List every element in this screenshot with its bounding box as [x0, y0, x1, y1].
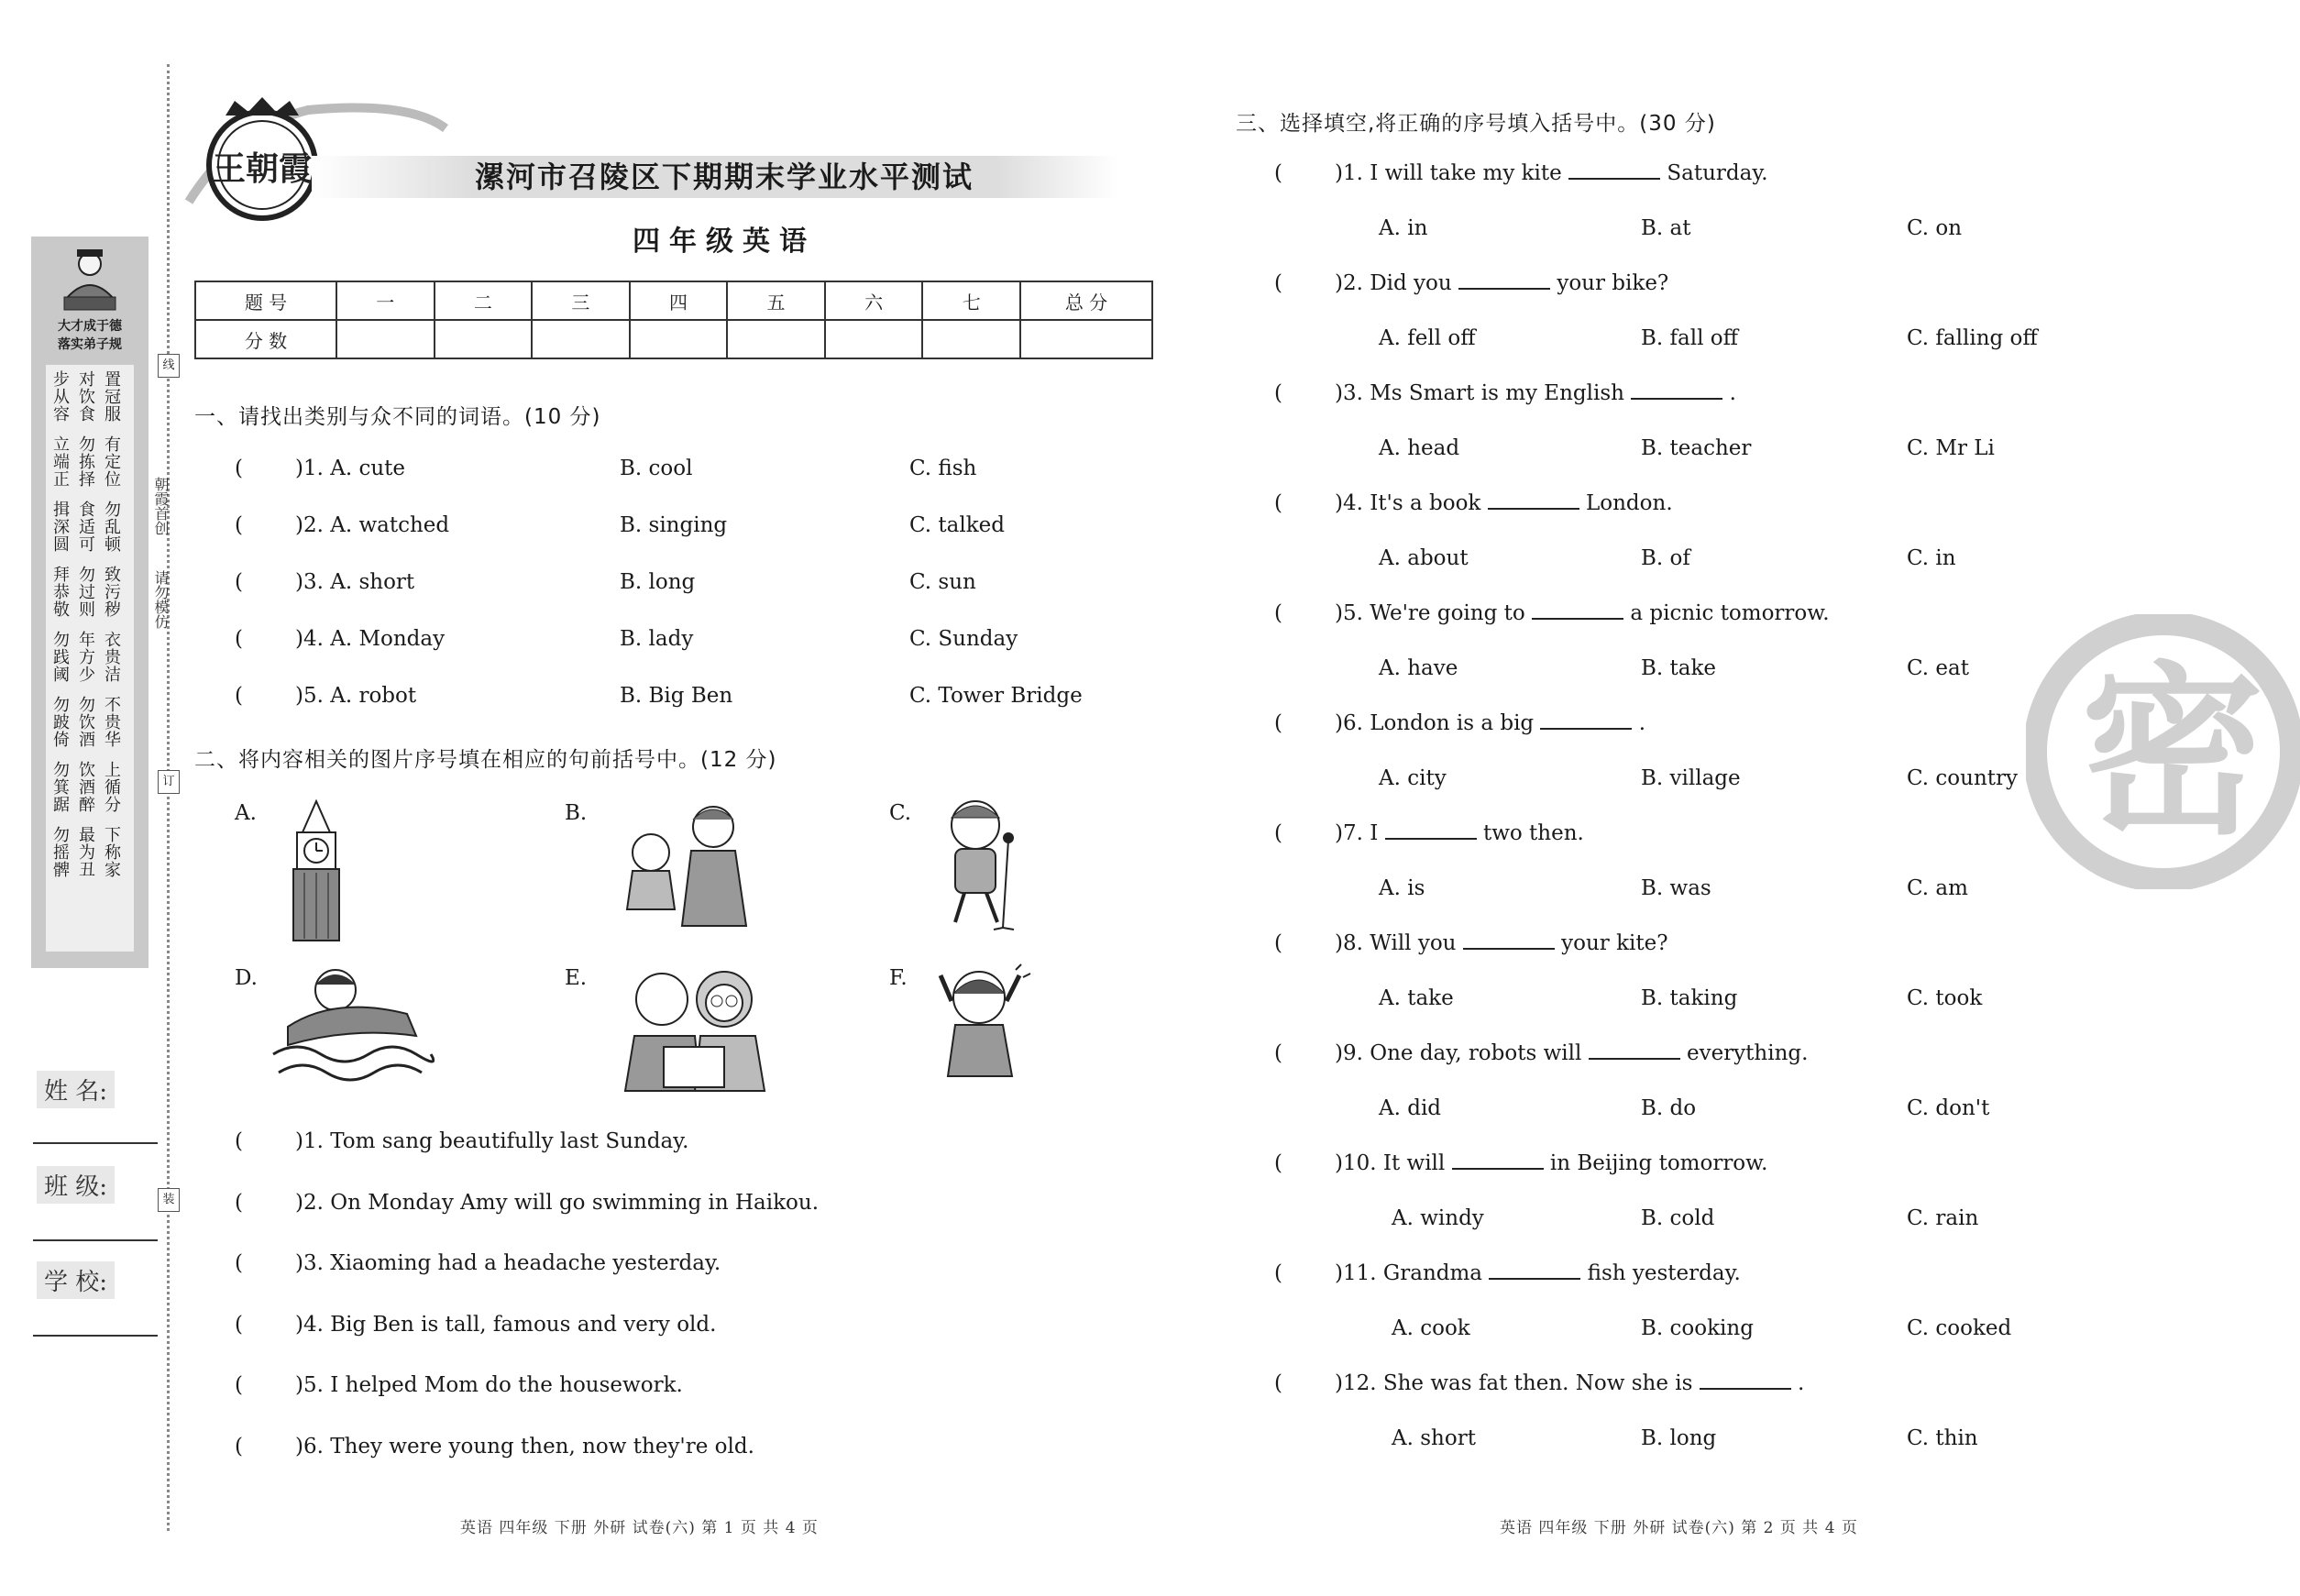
answer-blank: [1489, 1261, 1580, 1280]
score-cell: 五: [727, 281, 825, 320]
motto-group: [50, 696, 121, 748]
score-cell: 一: [336, 281, 435, 320]
mother-daughter-icon: [612, 799, 777, 930]
option-c: C. falling off: [1907, 326, 2038, 350]
answer-bracket[interactable]: (: [1274, 271, 1282, 295]
answer-bracket[interactable]: (: [235, 684, 243, 708]
question-option-c: C. talked: [909, 513, 1005, 537]
question-option-a: )4. A. Monday: [295, 627, 446, 651]
motto-column: 勿饮酒: [76, 696, 95, 748]
answer-bracket[interactable]: (: [235, 1434, 243, 1458]
motto-column: 年方少: [76, 631, 95, 683]
motto-column: 最为丑: [76, 826, 95, 878]
motto-group: [50, 501, 121, 553]
answer-blank: [1631, 381, 1722, 400]
question-option-c: C. Tower Bridge: [909, 684, 1083, 708]
answer-blank: [1589, 1041, 1680, 1060]
scholar-icon: [59, 244, 121, 315]
binding-mark-3: 装: [158, 1188, 180, 1212]
answer-bracket[interactable]: (: [1274, 1151, 1282, 1175]
motto-column: 不贵华: [102, 696, 121, 748]
answer-blank: [1488, 491, 1579, 510]
sentence: )6. They were young then, now they're old.: [295, 1434, 754, 1458]
question-text: )3. Ms Smart is my English: [1335, 381, 1624, 405]
score-cell: 七: [922, 281, 1020, 320]
question-text-end: in Beijing tomorrow.: [1549, 1151, 1768, 1175]
answer-bracket[interactable]: (: [1274, 931, 1282, 955]
name-field[interactable]: [33, 1142, 158, 1144]
motto-column: 食适可: [76, 501, 95, 553]
option-c: C. rain: [1907, 1206, 1979, 1230]
score-table-header: [195, 281, 1152, 320]
question-text-end: .: [1729, 381, 1736, 405]
question-option-b: B. cool: [620, 457, 693, 480]
motto-column: 揖深圆: [50, 501, 70, 553]
question-text: )10. It will: [1335, 1151, 1446, 1175]
motto-column: 勿箕踞: [50, 761, 70, 813]
motto-column: 有定位: [102, 435, 121, 488]
score-cell: 二: [435, 281, 533, 320]
binding-mark-1: 线: [158, 354, 180, 378]
answer-bracket[interactable]: (: [235, 457, 243, 480]
motto-column: 勿拣择: [76, 435, 95, 488]
option-b: B. village: [1641, 766, 1741, 790]
motto-strip: [31, 237, 149, 968]
pic-label-f: F.: [889, 966, 908, 990]
old-couple-icon: [612, 963, 777, 1093]
answer-bracket[interactable]: (: [235, 1251, 243, 1275]
motto-line-1: 大才成于德: [58, 319, 122, 334]
question-stem: [1335, 601, 1830, 625]
sentence: )1. Tom sang beautifully last Sunday.: [295, 1129, 689, 1153]
answer-bracket[interactable]: (: [1274, 161, 1282, 185]
sentence: )3. Xiaoming had a headache yesterday.: [295, 1251, 721, 1275]
motto-column: 勿过则: [76, 566, 95, 618]
footer-right: 英语 四年级 下册 外研 试卷(六) 第 2 页 共 4 页: [1500, 1519, 1858, 1537]
question-option-a: )5. A. robot: [295, 684, 417, 708]
question-text: )11. Grandma: [1335, 1261, 1482, 1285]
seal-char: 密: [2080, 646, 2265, 860]
motto-group: [50, 761, 121, 813]
option-c: C. country: [1907, 766, 2018, 790]
score-input[interactable]: [630, 320, 728, 358]
option-c: C. eat: [1907, 656, 1969, 680]
question-stem: [1335, 271, 1668, 295]
score-input[interactable]: [727, 320, 825, 358]
binding-line: [167, 64, 170, 1531]
question-text: )9. One day, robots will: [1335, 1041, 1582, 1065]
answer-blank: [1458, 271, 1550, 290]
motto-column: 下称家: [102, 826, 121, 878]
question-text-end: Saturday.: [1667, 161, 1768, 185]
option-b: B. teacher: [1641, 436, 1752, 460]
motto-group: [50, 435, 121, 488]
question-option-c: C. Sunday: [909, 627, 1018, 651]
motto-column: 拜恭敬: [50, 566, 70, 618]
question-text-end: everything.: [1686, 1041, 1809, 1065]
option-a: A. about: [1379, 546, 1469, 570]
pic-label-a: A.: [235, 801, 257, 825]
answer-bracket[interactable]: (: [1274, 711, 1282, 735]
sentence: )2. On Monday Amy will go swimming in Haikou.: [295, 1190, 820, 1215]
question-stem: [1335, 491, 1673, 515]
answer-blank: [1452, 1151, 1544, 1170]
answer-bracket[interactable]: (: [1274, 601, 1282, 625]
option-a: A. windy: [1392, 1206, 1484, 1230]
option-c: C. don't: [1907, 1096, 1990, 1120]
question-option-a: )1. A. cute: [295, 457, 406, 480]
class-label: 班 级:: [37, 1166, 115, 1204]
big-ben-icon: [284, 799, 348, 942]
question-stem: [1335, 1151, 1767, 1175]
option-a: A. in: [1379, 216, 1428, 240]
logo-text: 王朝霞: [212, 149, 313, 188]
pic-label-d: D.: [235, 966, 258, 990]
option-b: B. taking: [1641, 986, 1738, 1010]
question-text-end: your kite?: [1561, 931, 1668, 955]
option-a: A. short: [1392, 1426, 1476, 1450]
score-input[interactable]: [922, 320, 1020, 358]
answer-bracket[interactable]: (: [1274, 1041, 1282, 1065]
question-text-end: London.: [1586, 491, 1673, 515]
singing-boy-icon: [930, 794, 1036, 931]
swimming-icon: [270, 963, 435, 1091]
question-stem: [1335, 1261, 1741, 1285]
sentence: )5. I helped Mom do the housework.: [295, 1373, 683, 1397]
score-input[interactable]: [825, 320, 923, 358]
question-option-b: B. lady: [620, 627, 694, 651]
question-text-end: your bike?: [1557, 271, 1669, 295]
question-text: )12. She was fat then. Now she is: [1335, 1371, 1693, 1395]
option-c: C. thin: [1907, 1426, 1978, 1450]
answer-bracket[interactable]: (: [235, 1312, 243, 1337]
question-text: )6. London is a big: [1335, 711, 1535, 735]
motto-column: 立端正: [50, 435, 70, 488]
motto-column: 对饮食: [76, 370, 95, 423]
score-cell: 题 号: [195, 281, 336, 320]
sentence: )4. Big Ben is tall, famous and very old.: [295, 1312, 717, 1337]
option-a: A. head: [1379, 436, 1460, 460]
motto-column: 勿摇髀: [50, 826, 70, 878]
school-label: 学 校:: [37, 1261, 115, 1299]
score-input[interactable]: [1020, 320, 1152, 358]
question-stem: [1335, 161, 1768, 185]
answer-blank: [1463, 931, 1555, 950]
option-b: B. of: [1641, 546, 1690, 570]
question-text: )7. I: [1335, 821, 1379, 845]
answer-bracket[interactable]: (: [235, 1373, 243, 1397]
headache-boy-icon: [928, 957, 1034, 1082]
option-b: B. long: [1641, 1426, 1717, 1450]
footer-left: 英语 四年级 下册 外研 试卷(六) 第 1 页 共 4 页: [460, 1519, 819, 1537]
score-input[interactable]: [435, 320, 533, 358]
option-a: A. take: [1379, 986, 1454, 1010]
answer-bracket[interactable]: (: [1274, 821, 1282, 845]
answer-bracket[interactable]: (: [1274, 1261, 1282, 1285]
option-c: C. on: [1907, 216, 1963, 240]
option-b: B. take: [1641, 656, 1717, 680]
score-row-label: 分 数: [195, 320, 336, 358]
answer-blank: [1700, 1371, 1791, 1390]
question-text: )2. Did you: [1335, 271, 1452, 295]
answer-bracket[interactable]: (: [235, 570, 243, 594]
option-b: B. do: [1641, 1096, 1697, 1120]
score-table: [194, 281, 1153, 359]
score-table-row: [195, 320, 1152, 358]
section3-heading: 三、选择填空,将正确的序号填入括号中。(30 分): [1236, 112, 1716, 136]
answer-bracket[interactable]: (: [235, 627, 243, 651]
motto-group: [50, 631, 121, 683]
question-stem: [1335, 821, 1584, 845]
pic-label-c: C.: [889, 801, 912, 825]
answer-bracket[interactable]: (: [1274, 1371, 1282, 1395]
answer-bracket[interactable]: (: [235, 1190, 243, 1215]
motto-columns: [50, 370, 121, 891]
question-text: )4. It's a book: [1335, 491, 1481, 515]
option-b: B. at: [1641, 216, 1691, 240]
question-text: )1. I will take my kite: [1335, 161, 1562, 185]
option-a: A. have: [1379, 656, 1458, 680]
pic-label-e: E.: [565, 966, 588, 990]
option-a: A. fell off: [1379, 326, 1476, 350]
question-text-end: a picnic tomorrow.: [1630, 601, 1830, 625]
option-c: C. in: [1907, 546, 1956, 570]
motto-column: 衣贵洁: [102, 631, 121, 683]
question-text: )5. We're going to: [1335, 601, 1525, 625]
question-stem: [1335, 1041, 1808, 1065]
motto-column: 勿践阈: [50, 631, 70, 683]
motto-line-2: 落实弟子规: [58, 337, 122, 352]
seal-text-2: 请勿模仿: [152, 570, 170, 629]
option-b: B. cold: [1641, 1206, 1715, 1230]
answer-bracket[interactable]: (: [1274, 491, 1282, 515]
answer-bracket[interactable]: (: [235, 1129, 243, 1153]
seal-text-1: 朝霞首创: [152, 477, 170, 535]
answer-bracket[interactable]: (: [1274, 381, 1282, 405]
motto-column: 勿跛倚: [50, 696, 70, 748]
question-option-b: B. Big Ben: [620, 684, 733, 708]
question-option-c: C. sun: [909, 570, 976, 594]
motto-column: 饮酒醉: [76, 761, 95, 813]
answer-bracket[interactable]: (: [235, 513, 243, 537]
question-option-b: B. long: [620, 570, 696, 594]
score-input[interactable]: [336, 320, 435, 358]
answer-blank: [1568, 161, 1660, 180]
option-c: C. Mr Li: [1907, 436, 1995, 460]
question-option-a: )3. A. short: [295, 570, 415, 594]
motto-group: [50, 826, 121, 878]
motto-group: [50, 566, 121, 618]
option-a: A. cook: [1392, 1316, 1470, 1340]
school-field[interactable]: [33, 1335, 158, 1337]
option-b: B. cooking: [1641, 1316, 1754, 1340]
question-stem: [1335, 711, 1645, 735]
score-cell: 三: [532, 281, 630, 320]
option-c: C. cooked: [1907, 1316, 2012, 1340]
question-text-end: fish yesterday.: [1587, 1261, 1741, 1285]
section1-heading: 一、请找出类别与众不同的词语。(10 分): [194, 405, 601, 429]
score-cell: 四: [630, 281, 728, 320]
page-title: 漯河市召陵区下期期末学业水平测试: [474, 160, 974, 194]
score-input[interactable]: [532, 320, 630, 358]
option-a: A. is: [1379, 876, 1425, 900]
section2-heading: 二、将内容相关的图片序号填在相应的句前括号中。(12 分): [194, 748, 777, 772]
option-a: A. city: [1379, 766, 1447, 790]
option-c: C. am: [1907, 876, 1968, 900]
option-a: A. did: [1379, 1096, 1442, 1120]
score-cell: 六: [825, 281, 923, 320]
binding-mark-2: 订: [158, 770, 180, 794]
question-stem: [1335, 381, 1736, 405]
question-text-end: .: [1798, 1371, 1805, 1395]
confidential-seal-icon: [2026, 614, 2300, 889]
pic-label-b: B.: [565, 801, 588, 825]
motto-column: 致污秽: [102, 566, 121, 618]
answer-blank: [1532, 601, 1623, 620]
option-b: B. was: [1641, 876, 1711, 900]
answer-blank: [1385, 821, 1477, 840]
option-b: B. fall off: [1641, 326, 1738, 350]
page-subtitle: 四年级英语: [633, 226, 816, 258]
motto-column: 勿乱顿: [102, 501, 121, 553]
answer-blank: [1540, 711, 1632, 730]
motto-column: 步从容: [50, 370, 70, 423]
class-field[interactable]: [33, 1239, 158, 1241]
name-label: 姓 名:: [37, 1071, 115, 1108]
motto-column: 上循分: [102, 761, 121, 813]
motto-group: [50, 370, 121, 423]
motto-column: 置冠服: [102, 370, 121, 423]
question-text-end: two then.: [1482, 821, 1584, 845]
motto-heading: [31, 317, 149, 354]
question-text-end: .: [1638, 711, 1646, 735]
question-text: )8. Will you: [1335, 931, 1457, 955]
question-stem: [1335, 1371, 1804, 1395]
question-option-c: C. fish: [909, 457, 977, 480]
question-option-b: B. singing: [620, 513, 728, 537]
score-cell: 总 分: [1020, 281, 1152, 320]
option-c: C. took: [1907, 986, 1983, 1010]
question-stem: [1335, 931, 1668, 955]
question-option-a: )2. A. watched: [295, 513, 450, 537]
